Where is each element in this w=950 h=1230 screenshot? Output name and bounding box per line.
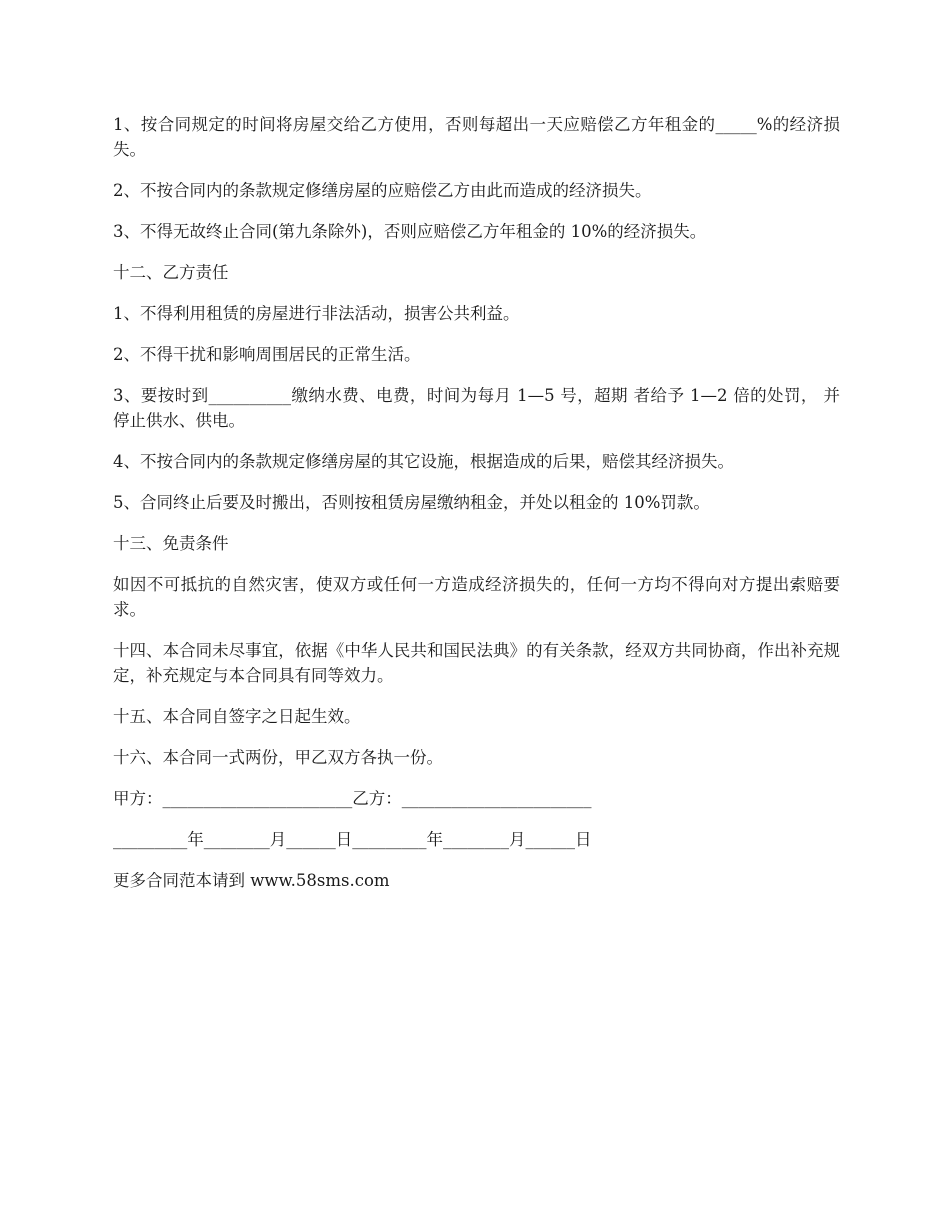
section-16-text: 十六、本合同一式两份，甲乙双方各执一份。 <box>113 748 443 767</box>
clause-11-1: 1、按合同规定的时间将房屋交给乙方使用，否则每超出一天应赔偿乙方年租金的_____%的经济损失。 <box>113 115 840 159</box>
clause-11-3: 3、不得无故终止合同(第九条除外)，否则应赔偿乙方年租金的 10%的经济损失。 <box>113 222 707 241</box>
clause-12-2: 2、不得干扰和影响周围居民的正常生活。 <box>113 345 421 364</box>
section-heading-13: 十三、免责条件 <box>113 534 229 553</box>
clause-12-3: 3、要按时到__________缴纳水费、电费，时间为每月 1—5 号，超期 者给予 1—2 倍的处罚， 并停止供水、供电。 <box>113 386 840 430</box>
footer-link-text: 更多合同范本请到 www.58sms.com <box>113 871 390 890</box>
clause-12-4: 4、不按合同内的条款规定修缮房屋的其它设施，根据造成的后果，赔偿其经济损失。 <box>113 452 734 471</box>
section-14-text: 十四、本合同未尽事宜，依据《中华人民共和国民法典》的有关条款，经双方共同协商，作出补充规定，补充规定与本合同具有同等效力。 <box>113 641 840 685</box>
clause-13-text: 如因不可抵抗的自然灾害，使双方或任何一方造成经济损失的，任何一方均不得向对方提出索赔要求。 <box>113 575 840 619</box>
signature-line: 甲方：_______________________乙方：_______________________ <box>113 789 592 808</box>
date-line: _________年________月______日_________年________月______日 <box>113 830 592 849</box>
document-body <box>113 112 840 909</box>
clause-11-2: 2、不按合同内的条款规定修缮房屋的应赔偿乙方由此而造成的经济损失。 <box>113 181 652 200</box>
clause-12-1: 1、不得利用租赁的房屋进行非法活动，损害公共利益。 <box>113 304 520 323</box>
section-15-text: 十五、本合同自签字之日起生效。 <box>113 707 361 726</box>
clause-12-5: 5、合同终止后要及时搬出，否则按租赁房屋缴纳租金，并处以租金的 10%罚款。 <box>113 493 710 512</box>
section-heading-12: 十二、乙方责任 <box>113 263 229 282</box>
